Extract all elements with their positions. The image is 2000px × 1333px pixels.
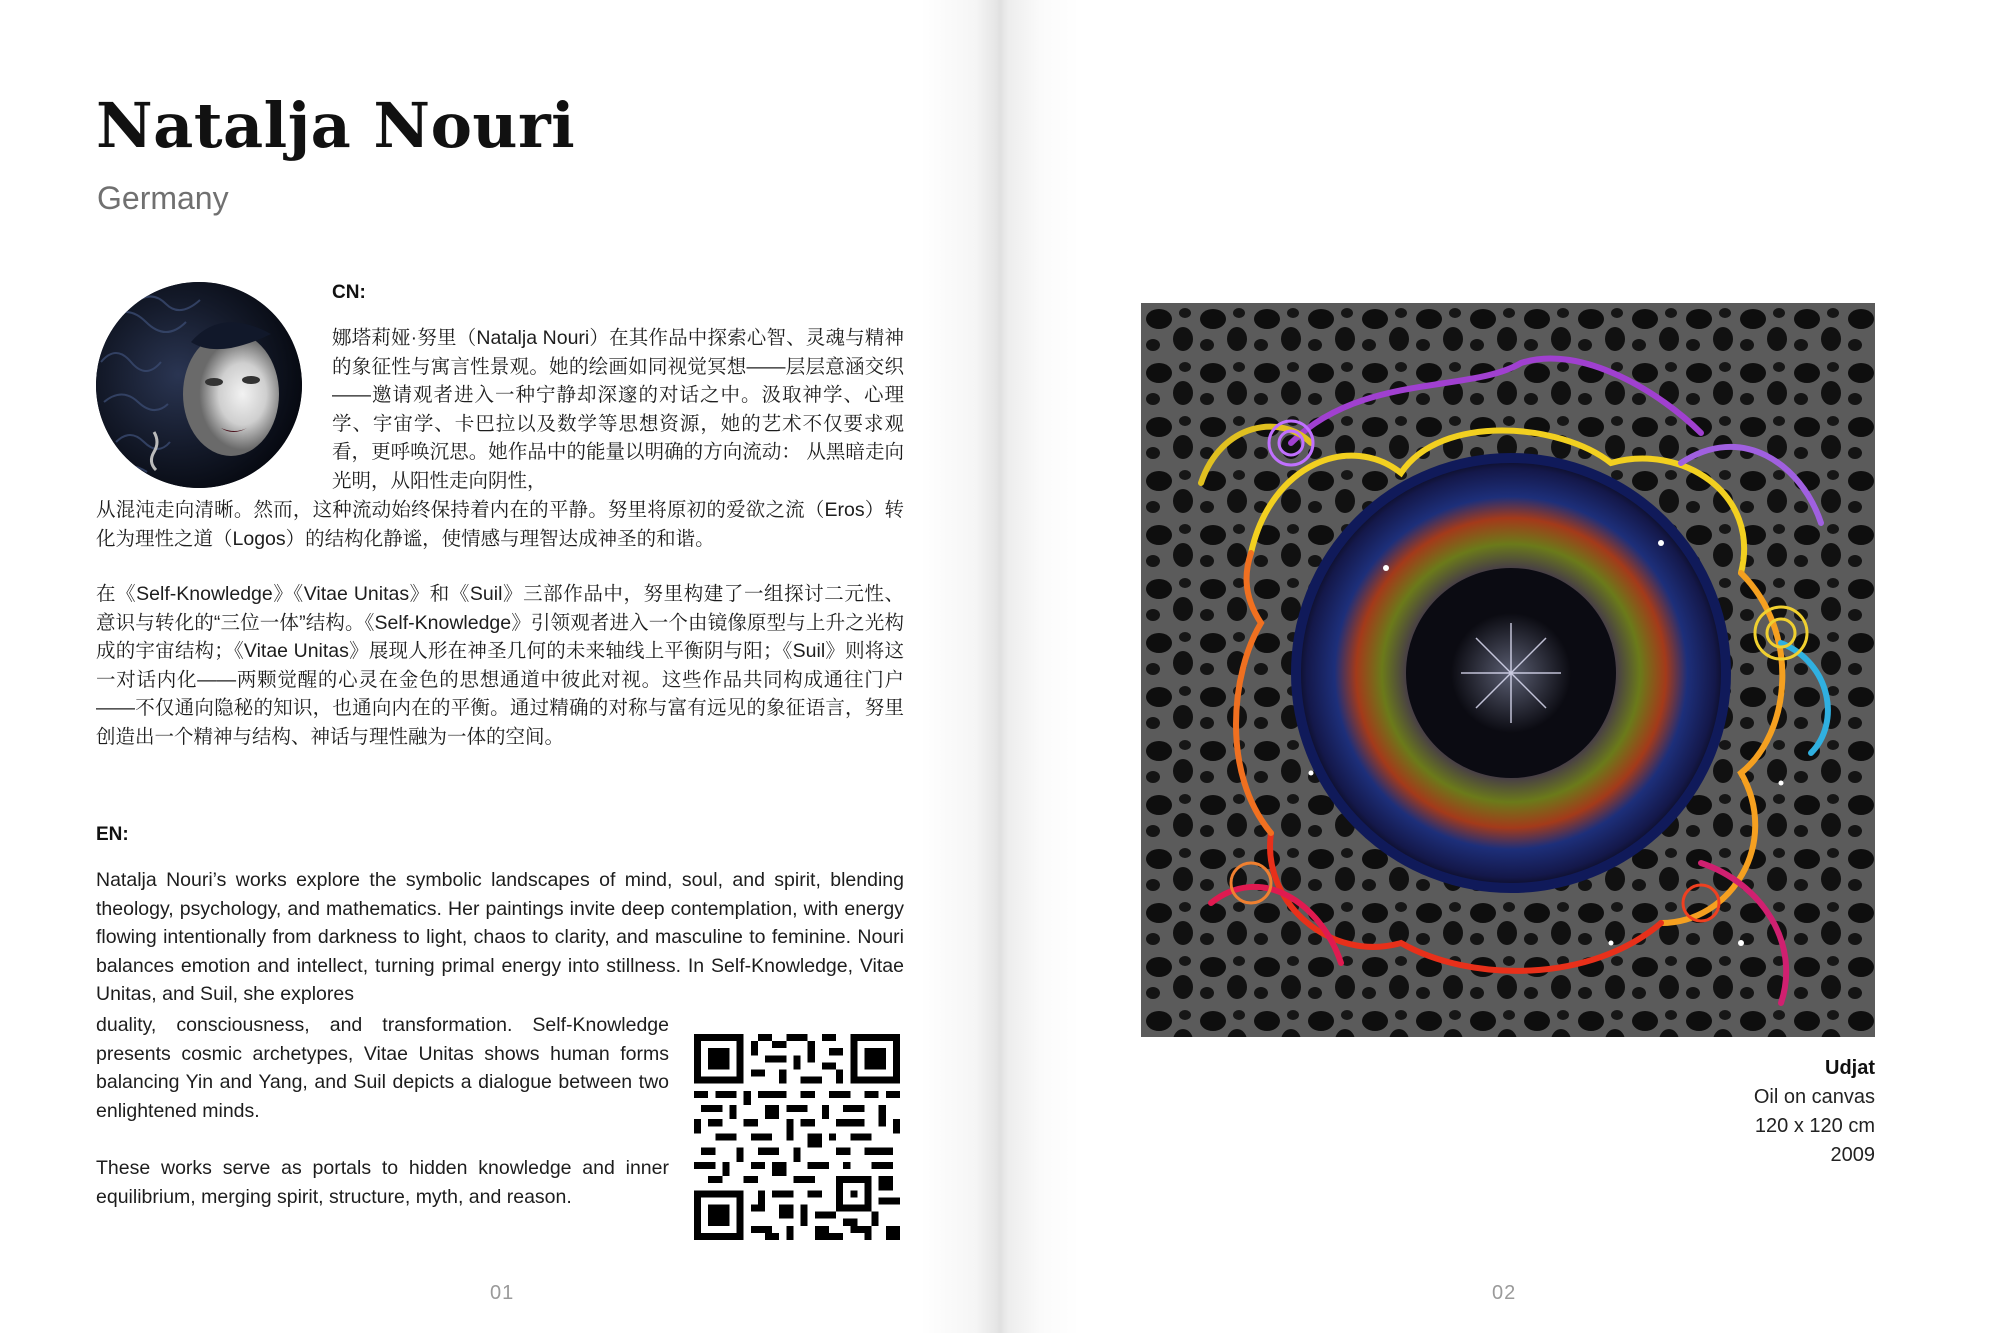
cn-label: CN: — [332, 282, 366, 303]
artwork-medium: Oil on canvas — [1753, 1086, 1875, 1108]
artwork-year: 2009 — [1830, 1144, 1875, 1166]
cn-paragraph-2: 在《Self-Knowledge》《Vitae Unitas》和《Suil》三部作品中，努里构建了一组探讨二元性、意识与转化的“三位一体”结构。《Self-Knowledge》引领观者进入一个由镜像原型与上升之光构成的宇宙结构；《Vitae Unitas》展现人形在神圣几何的未来轴线上平衡阴与阳；《Suil》则将这一对话内化——两颗觉醒的心灵在金色的思想通道中彼此对视。这些作品共同构成通往门户——不仅通向隐秘的知识，也通向内在的平衡。通过精确的对称与富有远见的象征语言，努里创造出一个精神与结构、神话与理性融为一体的空间。 — [96, 583, 904, 748]
artwork-image — [1141, 303, 1875, 1037]
page-number-right: 02 — [1492, 1282, 1517, 1304]
artwork-title: Udjat — [1825, 1057, 1875, 1079]
artwork-dimensions: 120 x 120 cm — [1754, 1115, 1875, 1137]
artwork-caption — [1754, 1054, 1875, 1170]
artist-country: Germany — [97, 180, 229, 216]
en-paragraph-1-top: Natalja Nouri’s works explore the symbolic landscapes of mind, soul, and spirit, blending theology, psychology, and mathematics. Her paintings invite deep contemplation, with energy flowing intentionally from darkness to light, chaos to clarity, and masculine to feminine. Nouri balances emotion and intellect, turning primal energy into stillness. In Self-Knowledge, Vitae Unitas, and Suil, she explores — [96, 869, 904, 1005]
en-paragraph-2: These works serve as portals to hidden knowledge and inner equilibrium, merging spirit, structure, myth, and reason. — [96, 1157, 669, 1208]
cn-paragraph-1-bottom: 从混沌走向清晰。然而，这种流动始终保持着内在的平静。努里将原初的爱欲之流（Eros）转化为理性之道（Logos）的结构化静谧，使情感与理智达成神圣的和谐。 — [96, 499, 904, 550]
artist-portrait — [96, 282, 302, 488]
qr-code[interactable] — [694, 1034, 900, 1240]
right-page — [1000, 0, 2000, 1333]
cn-paragraph-1-top: 娜塔莉娅·努里（Natalja Nouri）在其作品中探索心智、灵魂与精神的象征性与寓言性景观。她的绘画如同视觉冥想——层层意涵交织——邀请观者进入一种宁静却深邃的对话之中。汲取神学、心理学、宇宙学、卡巴拉以及数学等思想资源，她的艺术不仅要求观看，更呼唤沉思。她作品中的能量以明确的方向流动： 从黑暗走向光明，从阳性走向阴性， — [332, 327, 904, 492]
en-paragraph-1-bottom: duality, consciousness, and transformation. Self-Knowledge presents cosmic archetypes, Vitae Unitas shows human forms balancing Yin and Yang, and Suil depicts a dialogue between two enlightened minds. — [96, 1014, 669, 1122]
page-number-left: 01 — [490, 1282, 515, 1304]
en-label: EN: — [96, 824, 129, 845]
artist-name: Natalja Nouri — [96, 89, 576, 162]
